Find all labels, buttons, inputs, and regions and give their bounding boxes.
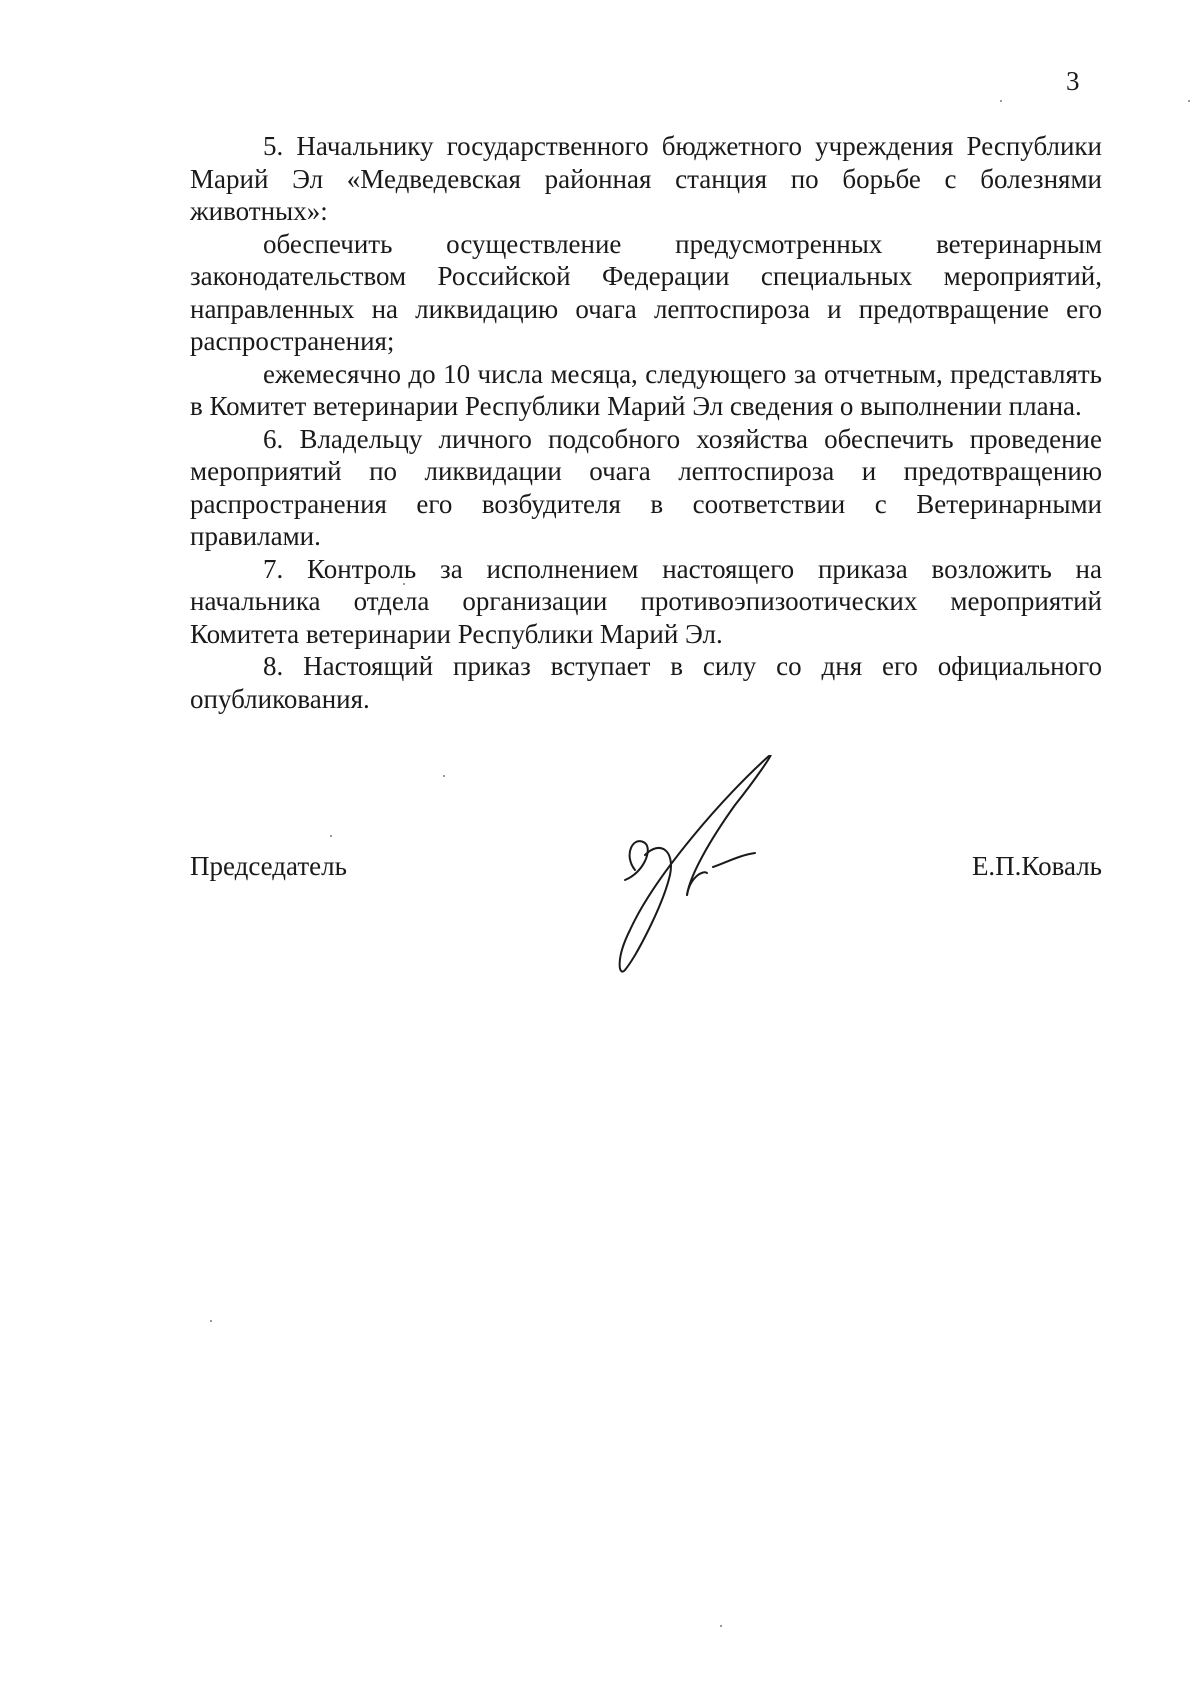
paragraph-8: 8. Настоящий приказ вступает в силу со дня его официального опубликования. [190, 651, 1102, 714]
paragraph-6: 6. Владельцу личного подсобного хозяйства обеспечить проведение мероприятий по ликвидации очага лептоспироза и предотвращению распространения его возбудителя в соответствии с Ветеринарными правилами. [190, 423, 1102, 551]
page-number: 3 [1066, 66, 1080, 96]
paragraph-7: 7. Контроль за исполнением настоящего приказа возложить на начальника отдела организации противоэпизоотических мероприятий Комитета ветеринарии Республики Марий Эл. [190, 553, 1102, 649]
signer-title: Председатель [190, 851, 347, 881]
signer-name: Е.П.Коваль [971, 851, 1102, 881]
scan-speck [720, 1625, 722, 1627]
scan-speck [443, 775, 445, 777]
paragraph-5: 5. Начальнику государственного бюджетного учреждения Республики Марий Эл «Медведевская районная станция по борьбе с болезнями животных»: [190, 131, 1102, 226]
scan-speck [210, 1320, 212, 1322]
paragraph-5-item-2: ежемесячно до 10 числа месяца, следующего за отчетным, представлять в Комитет ветеринарии Республики Марий Эл сведения о выполнении плана. [190, 358, 1102, 421]
scan-speck [1188, 100, 1190, 102]
scan-speck [330, 835, 332, 837]
scan-speck [403, 583, 405, 585]
scan-speck [1000, 100, 1002, 102]
signature-block [190, 850, 1102, 890]
document-body [190, 130, 1102, 715]
paragraph-5-item-1: обеспечить осуществление предусмотренных ветеринарным законодательством Российской Федерации специальных мероприятий, направленных на ликвидацию очага лептоспироза и предотвращение его распространения; [190, 228, 1102, 356]
